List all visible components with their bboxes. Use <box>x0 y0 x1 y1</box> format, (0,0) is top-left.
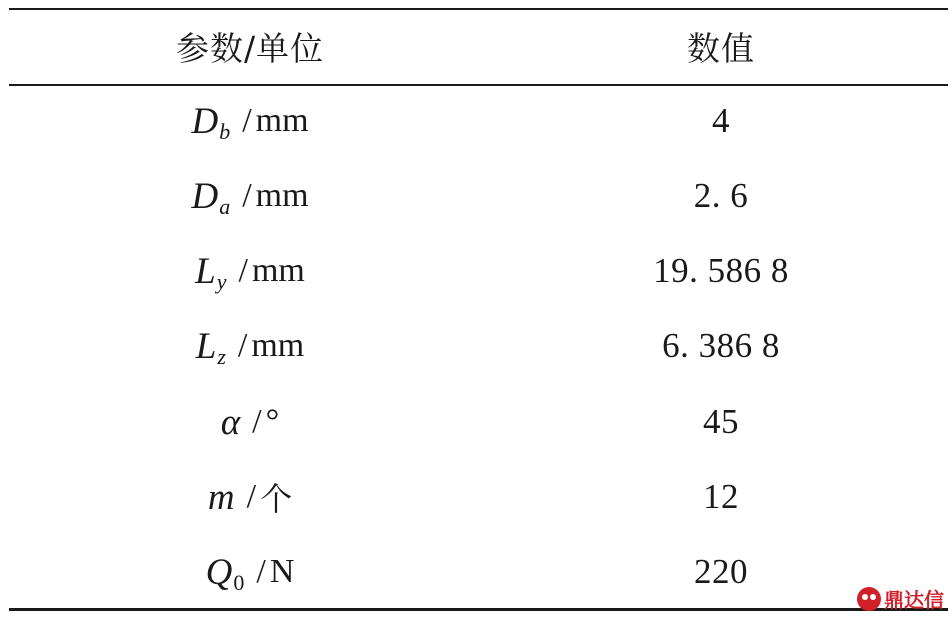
param-cell-lz <box>120 316 380 376</box>
param-symbol: Q <box>205 551 233 593</box>
param-symbol: m <box>207 476 235 518</box>
param-slash: / <box>242 102 252 139</box>
param-cell-da <box>120 166 380 226</box>
table-header-rule <box>9 84 948 86</box>
param-unit: mm <box>251 252 305 289</box>
param-symbol: L <box>195 250 216 292</box>
value-cell-q0: 220 <box>694 552 748 591</box>
param-unit: ° <box>265 403 280 440</box>
param-subscript: a <box>219 194 231 219</box>
value-cell-da: 2. 6 <box>693 176 749 215</box>
value-cell-alpha: 45 <box>703 402 739 441</box>
param-slash: / <box>256 553 266 590</box>
param-symbol: L <box>195 325 217 367</box>
param-cell-ly <box>120 241 380 301</box>
watermark <box>857 584 944 613</box>
param-subscript: 0 <box>233 570 245 595</box>
table-top-rule <box>9 8 948 10</box>
param-slash: / <box>242 177 252 214</box>
param-subscript: y <box>216 269 227 294</box>
param-symbol: D <box>191 175 219 217</box>
param-cell-alpha <box>120 392 380 452</box>
param-subscript: b <box>219 119 231 144</box>
param-cell-q0 <box>120 542 380 602</box>
param-unit: mm <box>251 327 305 364</box>
param-unit: mm <box>255 177 309 214</box>
param-slash: / <box>238 252 248 289</box>
value-cell-ly: 19. 586 8 <box>653 251 789 290</box>
param-unit: N <box>269 553 295 590</box>
param-unit: 个 <box>260 480 293 518</box>
logo-face-icon <box>857 587 881 611</box>
param-slash: / <box>252 403 262 440</box>
param-cell-m <box>120 467 380 527</box>
param-cell-db <box>120 91 380 151</box>
value-cell-db: 4 <box>712 101 730 140</box>
header-value: 数值 <box>687 28 755 68</box>
param-symbol: α <box>220 401 241 443</box>
watermark-text: 鼎达信 <box>884 588 944 612</box>
header-param-unit: 参数/单位 <box>175 28 325 68</box>
value-cell-m: 12 <box>703 477 739 516</box>
table-bottom-rule <box>9 608 948 611</box>
param-symbol: D <box>191 100 219 142</box>
param-slash: / <box>237 327 248 364</box>
value-cell-lz: 6. 386 8 <box>662 326 780 365</box>
param-unit: mm <box>255 102 309 139</box>
param-subscript: z <box>217 344 226 369</box>
param-slash: / <box>246 478 257 515</box>
